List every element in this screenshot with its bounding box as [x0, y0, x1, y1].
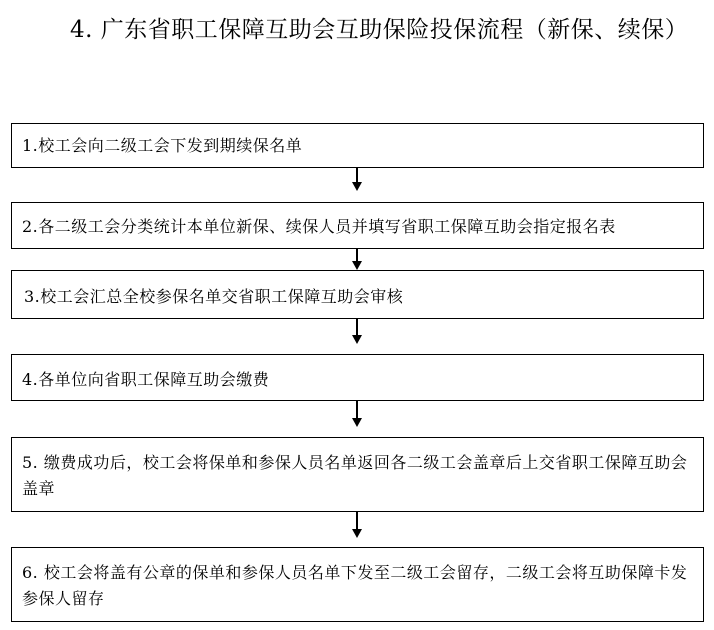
- step-5-text: 5. 缴费成功后，校工会将保单和参保人员名单返回各二级工会盖章后上交省职工保障互助会盖章: [22, 453, 688, 498]
- step-6-text: 6. 校工会将盖有公章的保单和参保人员名单下发至二级工会留存，二级工会将互助保障卡发参保人留存: [22, 563, 688, 608]
- arrow-down-icon: [350, 249, 364, 270]
- arrow-down-icon: [350, 168, 364, 191]
- step-2-text: 2.各二级工会分类统计本单位新保、续保人员并填写省职工保障互助会指定报名表: [22, 217, 616, 236]
- arrow-down-icon: [350, 512, 364, 538]
- step-4-text: 4.各单位向省职工保障互助会缴费: [22, 370, 270, 389]
- step-2-box: [11, 202, 704, 249]
- step-3-box: [11, 270, 704, 319]
- arrow-down-icon: [350, 319, 364, 344]
- step-1-box: [11, 123, 704, 168]
- flowchart-title: 4. 广东省职工保障互助会互助保险投保流程（新保、续保）: [70, 17, 689, 43]
- step-4-box: [11, 354, 704, 401]
- step-6-box: [11, 547, 704, 622]
- step-5-box: [11, 437, 704, 512]
- arrow-down-icon: [350, 401, 364, 427]
- step-3-text: 3.校工会汇总全校参保名单交省职工保障互助会审核: [24, 287, 404, 306]
- step-1-text: 1.校工会向二级工会下发到期续保名单: [22, 136, 303, 155]
